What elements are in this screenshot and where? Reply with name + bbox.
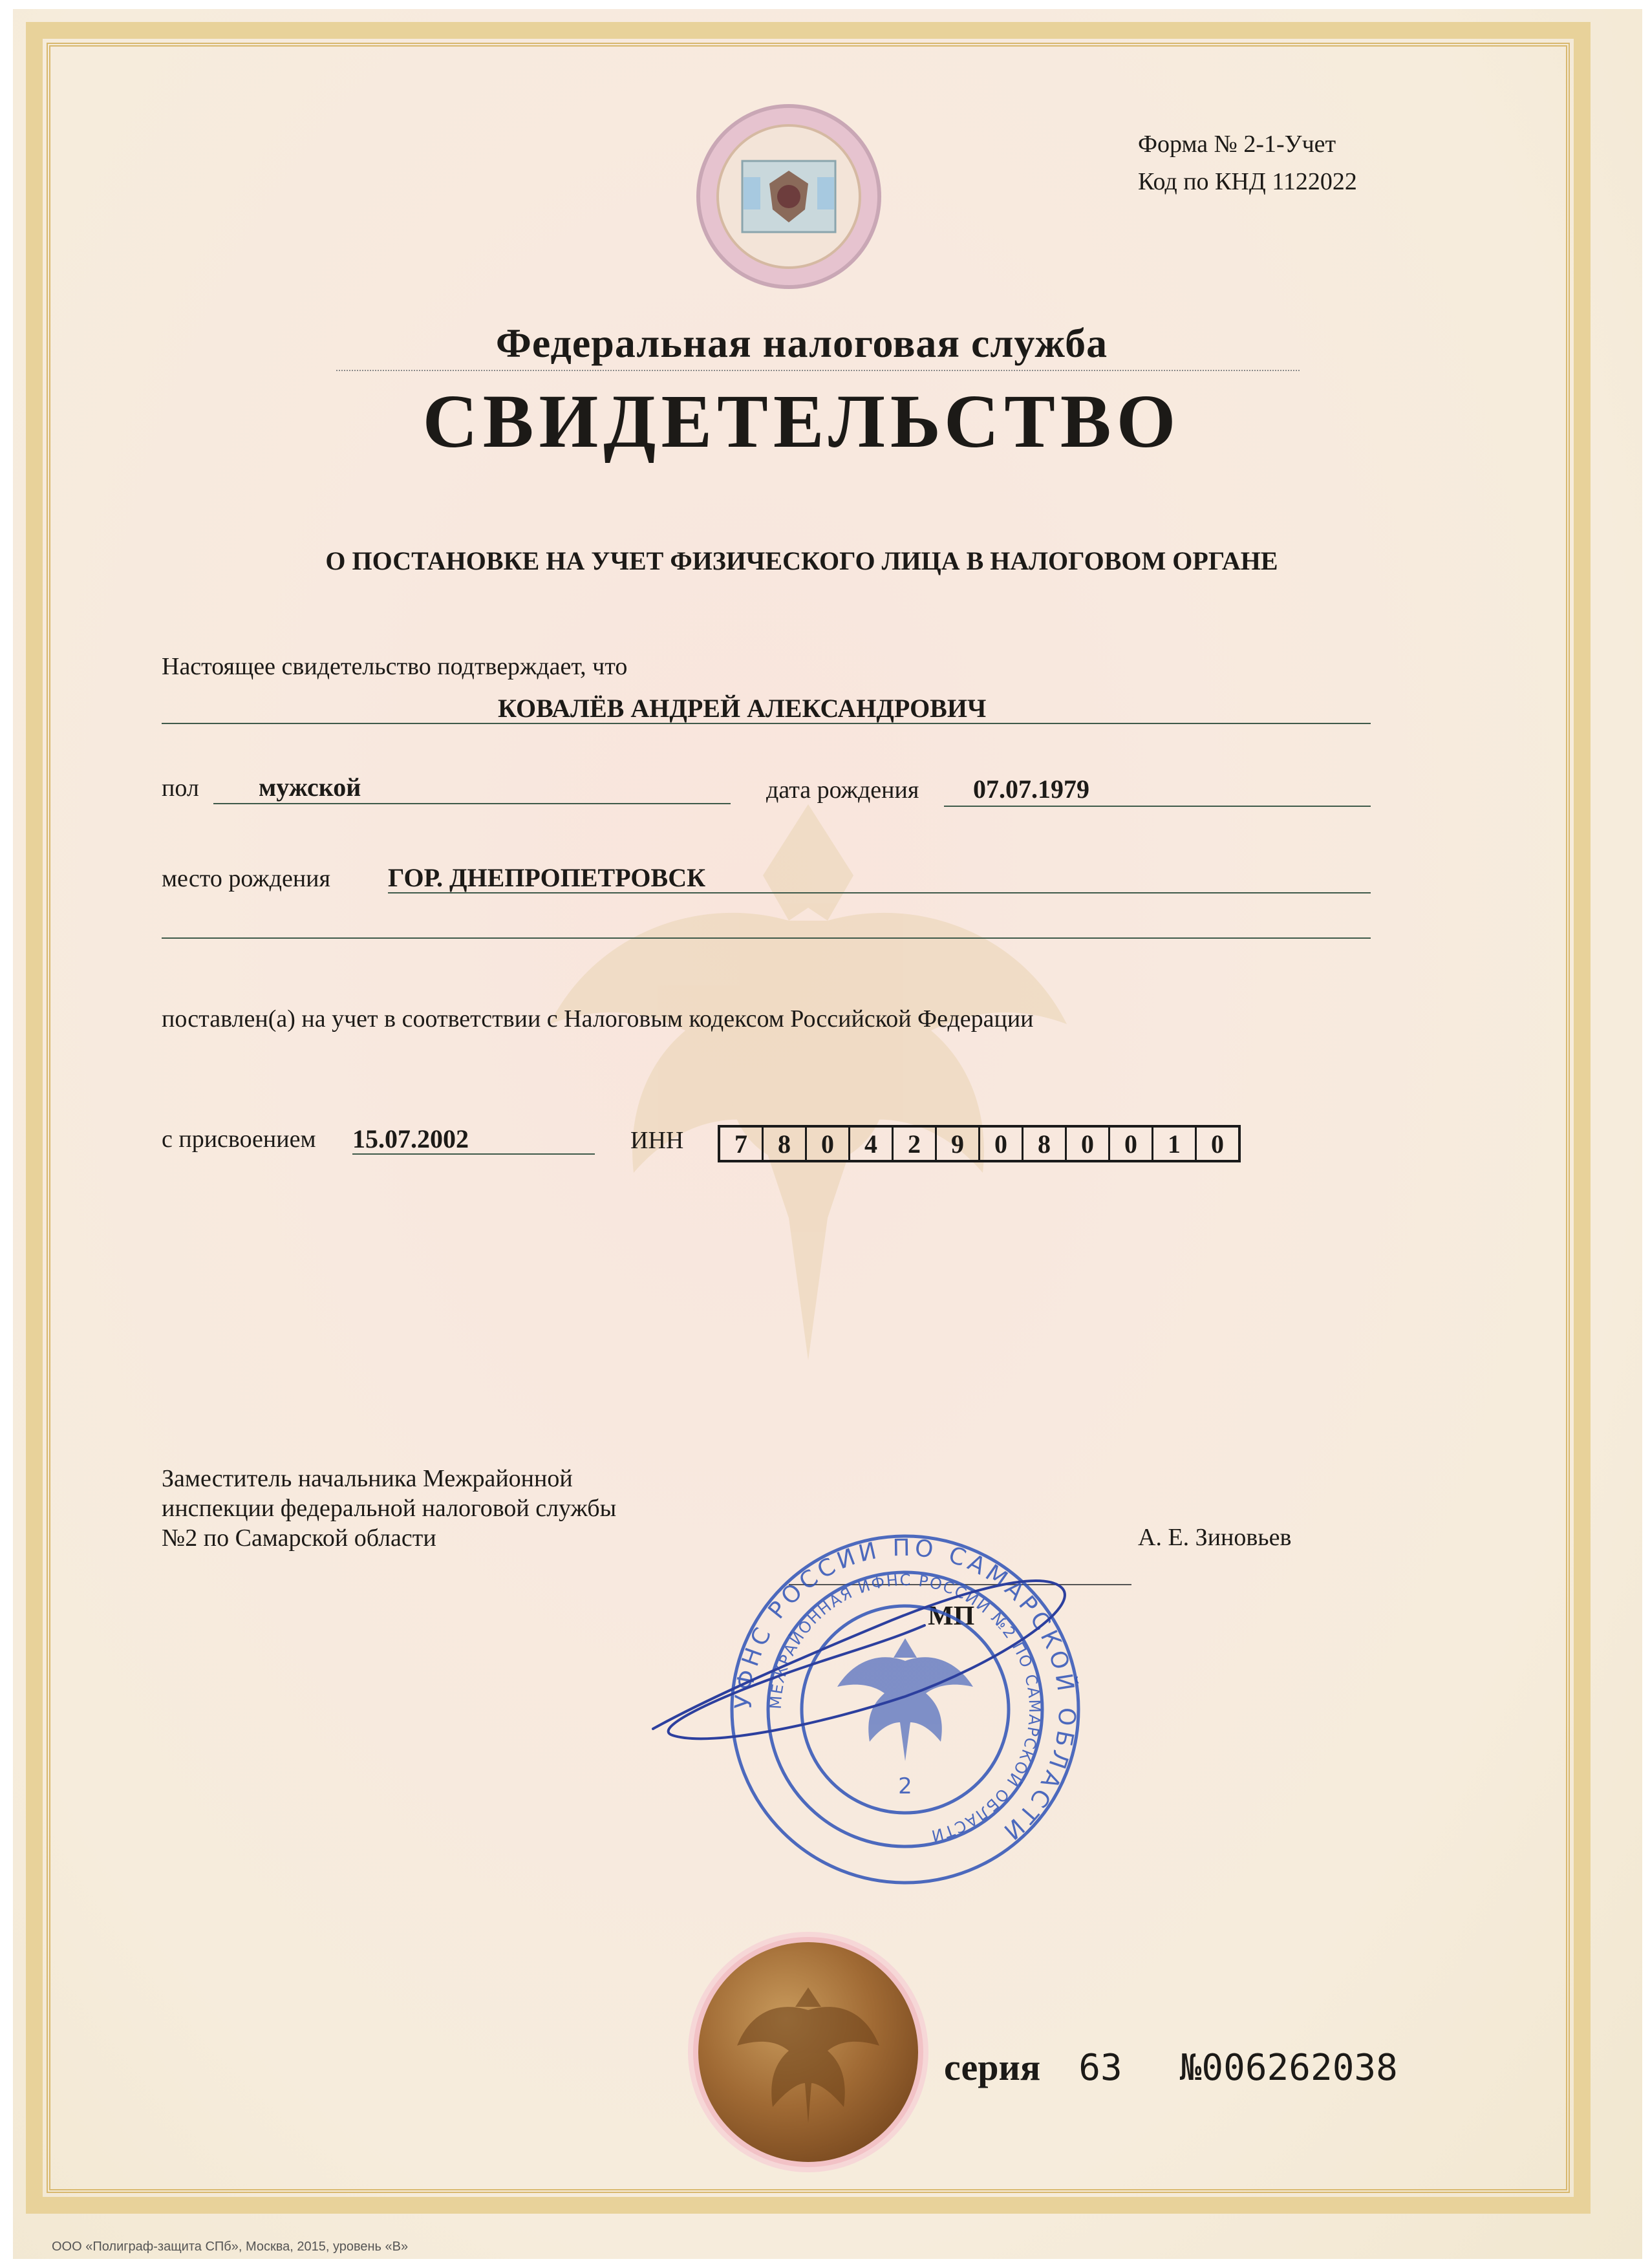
inn-digit: 2: [894, 1128, 937, 1160]
full-name: КОВАЛЁВ АНДРЕЙ АЛЕКСАНДРОВИЧ: [498, 694, 987, 723]
gold-eagle-icon: [698, 1942, 918, 2162]
name-underline: [162, 723, 1371, 724]
birth-date-underline: [944, 806, 1371, 807]
inn-digit: 0: [1067, 1128, 1110, 1160]
position-line-3: №2 по Самарской области: [162, 1524, 436, 1552]
sex-label: пол: [162, 775, 199, 802]
registered-text: поставлен(а) на учет в соответствии с Налоговым кодексом Российской Федерации: [162, 1005, 1034, 1032]
printer-footer: ООО «Полиграф-защита СПб», Москва, 2015, уровень «В»: [52, 2240, 409, 2254]
assigned-label: с присвоением: [162, 1126, 316, 1153]
inn-digit: 0: [1110, 1128, 1153, 1160]
inn-digit: 1: [1153, 1128, 1197, 1160]
birth-place-value: ГОР. ДНЕПРОПЕТРОВСК: [388, 863, 706, 892]
serial-number: №006262038: [1179, 2047, 1398, 2089]
inn-digit: 0: [807, 1128, 850, 1160]
serial-block: [944, 2046, 1398, 2089]
inn-digit: 0: [1211, 1129, 1224, 1159]
birth-place-underline: [388, 892, 1371, 893]
birth-place-underline-2: [162, 937, 1371, 939]
assigned-date: 15.07.2002: [352, 1124, 469, 1153]
inn-digit: 0: [980, 1128, 1023, 1160]
form-number-block: [1138, 125, 1357, 200]
stamp-inner-text: МЕЖРАЙОННАЯ ИФНС РОССИИ №2 ПО САМАРСКОЙ ОБЛАСТИ: [766, 1570, 1044, 1845]
stamp-outer-text: УФНС РОССИИ ПО САМАРСКОЙ ОБЛАСТИ: [730, 1534, 1080, 1847]
hologram-emblem-icon: [692, 100, 886, 294]
inn-boxes: [718, 1125, 1241, 1162]
signatory-position: [162, 1464, 616, 1553]
knd-code: Код по КНД 1122022: [1138, 168, 1357, 195]
stamp-number: 2: [898, 1773, 912, 1799]
page-title: СВИДЕТЕЛЬСТВО: [422, 379, 1181, 464]
inn-digit: 4: [850, 1128, 894, 1160]
certificate-page: [13, 9, 1642, 2259]
serial-label: серия: [944, 2046, 1041, 2088]
birth-date-label: дата рождения: [766, 776, 919, 804]
serial-series: 63: [1078, 2047, 1122, 2089]
confirm-text: Настоящее свидетельство подтверждает, что: [162, 653, 628, 680]
eagle-watermark-icon: [453, 727, 1164, 1438]
birth-place-label: место рождения: [162, 865, 330, 892]
position-line-2: инспекции федеральной налоговой службы: [162, 1495, 617, 1522]
page-subtitle: О ПОСТАНОВКЕ НА УЧЕТ ФИЗИЧЕСКОГО ЛИЦА В НАЛОГОВОМ ОРГАНЕ: [325, 546, 1278, 575]
position-line-1: Заместитель начальника Межрайонной: [162, 1465, 573, 1492]
sex-value: мужской: [259, 773, 361, 802]
form-number: Форма № 2-1-Учет: [1138, 131, 1336, 158]
signatory-name: А. Е. Зиновьев: [1138, 1524, 1292, 1551]
inn-digit: 8: [764, 1128, 807, 1160]
inn-digit: 9: [937, 1128, 980, 1160]
birth-date-value: 07.07.1979: [973, 775, 1089, 804]
assigned-underline: [352, 1153, 595, 1155]
gold-seal: [698, 1942, 918, 2162]
inn-digit: 7: [720, 1128, 764, 1160]
inn-label: ИНН: [630, 1127, 684, 1154]
mp-mark: МП: [928, 1601, 975, 1631]
service-name: Федеральная налоговая служба: [495, 320, 1108, 366]
inn-digit: 8: [1023, 1128, 1067, 1160]
sex-underline: [213, 803, 731, 804]
signature-scribble: [634, 1548, 1099, 1761]
header-divider: [336, 370, 1300, 371]
